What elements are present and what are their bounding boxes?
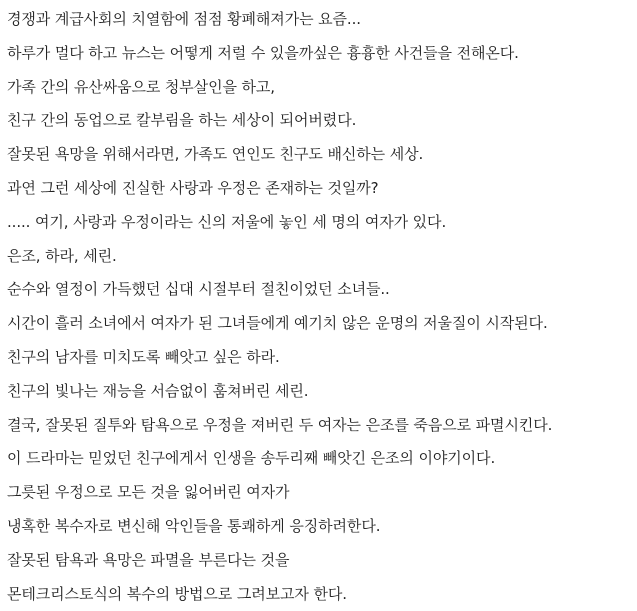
synopsis-line: 결국, 잘못된 질투와 탐욕으로 우정을 져버린 두 여자는 은조를 죽음으로 파멸시킨다. (7, 415, 553, 434)
synopsis-line: 친구의 남자를 미치도록 빼앗고 싶은 하라. (7, 347, 280, 366)
synopsis-line: 이 드라마는 믿었던 친구에게서 인생을 송두리째 빼앗긴 은조의 이야기이다. (7, 449, 496, 468)
synopsis-line: ..... 여기, 사랑과 우정이라는 신의 저울에 놓인 세 명의 여자가 있다. (7, 212, 447, 231)
synopsis-line: 순수와 열정이 가득했던 십대 시절부터 절친이었던 소녀들.. (7, 280, 390, 299)
synopsis-line: 과연 그런 세상에 진실한 사랑과 우정은 존재하는 것일까? (7, 178, 379, 197)
synopsis-line: 친구 간의 동업으로 칼부림을 하는 세상이 되어버렸다. (7, 111, 357, 130)
synopsis-line: 몬테크리스토식의 복수의 방법으로 그려보고자 한다. (7, 584, 347, 603)
synopsis-line: 경쟁과 계급사회의 치열함에 점점 황폐해져가는 요즘... (7, 10, 361, 28)
synopsis-line: 하루가 멀다 하고 뉴스는 어떻게 저럴 수 있을까싶은 흉흉한 사건들을 전해온다. (7, 43, 519, 62)
synopsis-text-block (7, 3, 635, 611)
synopsis-line: 가족 간의 유산싸움으로 청부살인을 하고, (7, 77, 275, 96)
synopsis-line: 잘못된 욕망을 위해서라면, 가족도 연인도 친구도 배신하는 세상. (7, 145, 424, 164)
synopsis-line: 냉혹한 복수자로 변신해 악인들을 통쾌하게 응징하려한다. (7, 516, 381, 535)
synopsis-line: 그릇된 우정으로 모든 것을 잃어버린 여자가 (7, 483, 290, 502)
synopsis-line: 친구의 빛나는 재능을 서슴없이 훔쳐버린 세린. (7, 381, 309, 400)
synopsis-line: 시간이 흘러 소녀에서 여자가 된 그녀들에게 예기치 않은 운명의 저울질이 시작된다. (7, 314, 548, 333)
synopsis-line: 은조, 하라, 세린. (7, 246, 117, 265)
synopsis-line: 잘못된 탐욕과 욕망은 파멸을 부른다는 것을 (7, 550, 290, 569)
